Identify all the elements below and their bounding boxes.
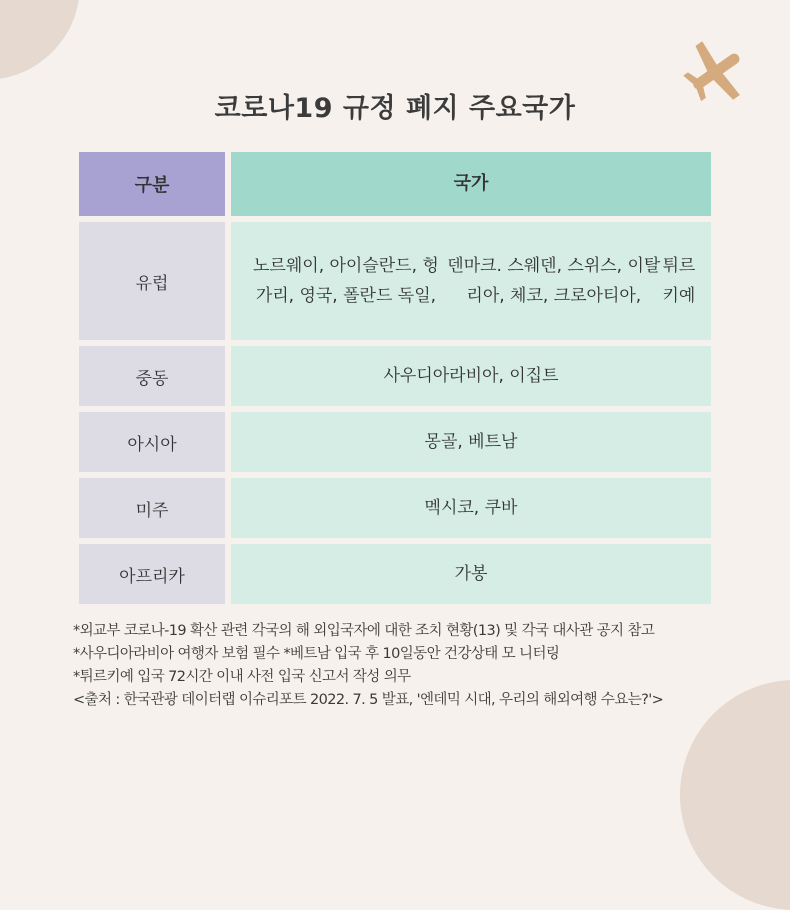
corner-circle-bottom-right bbox=[680, 680, 790, 910]
countries-line: 노르웨이, 아이슬란드, 헝가리, 영국, 폴란드 독일, bbox=[253, 256, 439, 306]
region-cell: 아시아 bbox=[79, 412, 225, 472]
footnote-line: *튀르키예 입국 72시간 이내 사전 입국 신고서 작성 의무 bbox=[73, 669, 411, 685]
table-row bbox=[79, 412, 711, 472]
table-row bbox=[79, 222, 711, 340]
table-row bbox=[79, 544, 711, 604]
corner-circle-top-left bbox=[0, 0, 80, 80]
table-row bbox=[79, 346, 711, 406]
region-cell: 아프리카 bbox=[79, 544, 225, 604]
footnotes bbox=[73, 620, 753, 712]
countries-table bbox=[79, 152, 711, 610]
table-header-row bbox=[79, 152, 711, 216]
header-region: 구분 bbox=[79, 152, 225, 216]
countries-cell: 가봉 bbox=[231, 544, 711, 604]
footnote-line: *사우디아라비아 여행자 보험 필수 *베트남 입국 후 10일동안 건강상태 모 니터링 bbox=[73, 646, 560, 662]
table-row bbox=[79, 478, 711, 538]
region-cell: 미주 bbox=[79, 478, 225, 538]
countries-cell: 사우디아라비아, 이집트 bbox=[231, 346, 711, 406]
countries-line: 튀르키예 bbox=[662, 256, 696, 306]
countries-cell: 몽골, 베트남 bbox=[231, 412, 711, 472]
countries-cell bbox=[231, 222, 711, 340]
countries-line: 덴마크. 스웨덴, 스위스, 이탈리아, 체코, 크로아티아, bbox=[447, 256, 661, 306]
region-cell: 유럽 bbox=[79, 222, 225, 340]
source-line: <출처 : 한국관광 데이터랩 이슈리포트 2022. 7. 5 발표, '엔데믹 시대, 우리의 해외여행 수요는?'> bbox=[73, 692, 664, 708]
page-title: 코로나19 규정 폐지 주요국가 bbox=[214, 93, 576, 124]
header-countries: 국가 bbox=[231, 152, 711, 216]
footnote-line: *외교부 코로나-19 확산 관련 각국의 해 외입국자에 대한 조치 현황(13) 및 각국 대사관 공지 참고 bbox=[73, 623, 655, 639]
region-cell: 중동 bbox=[79, 346, 225, 406]
countries-cell: 멕시코, 쿠바 bbox=[231, 478, 711, 538]
